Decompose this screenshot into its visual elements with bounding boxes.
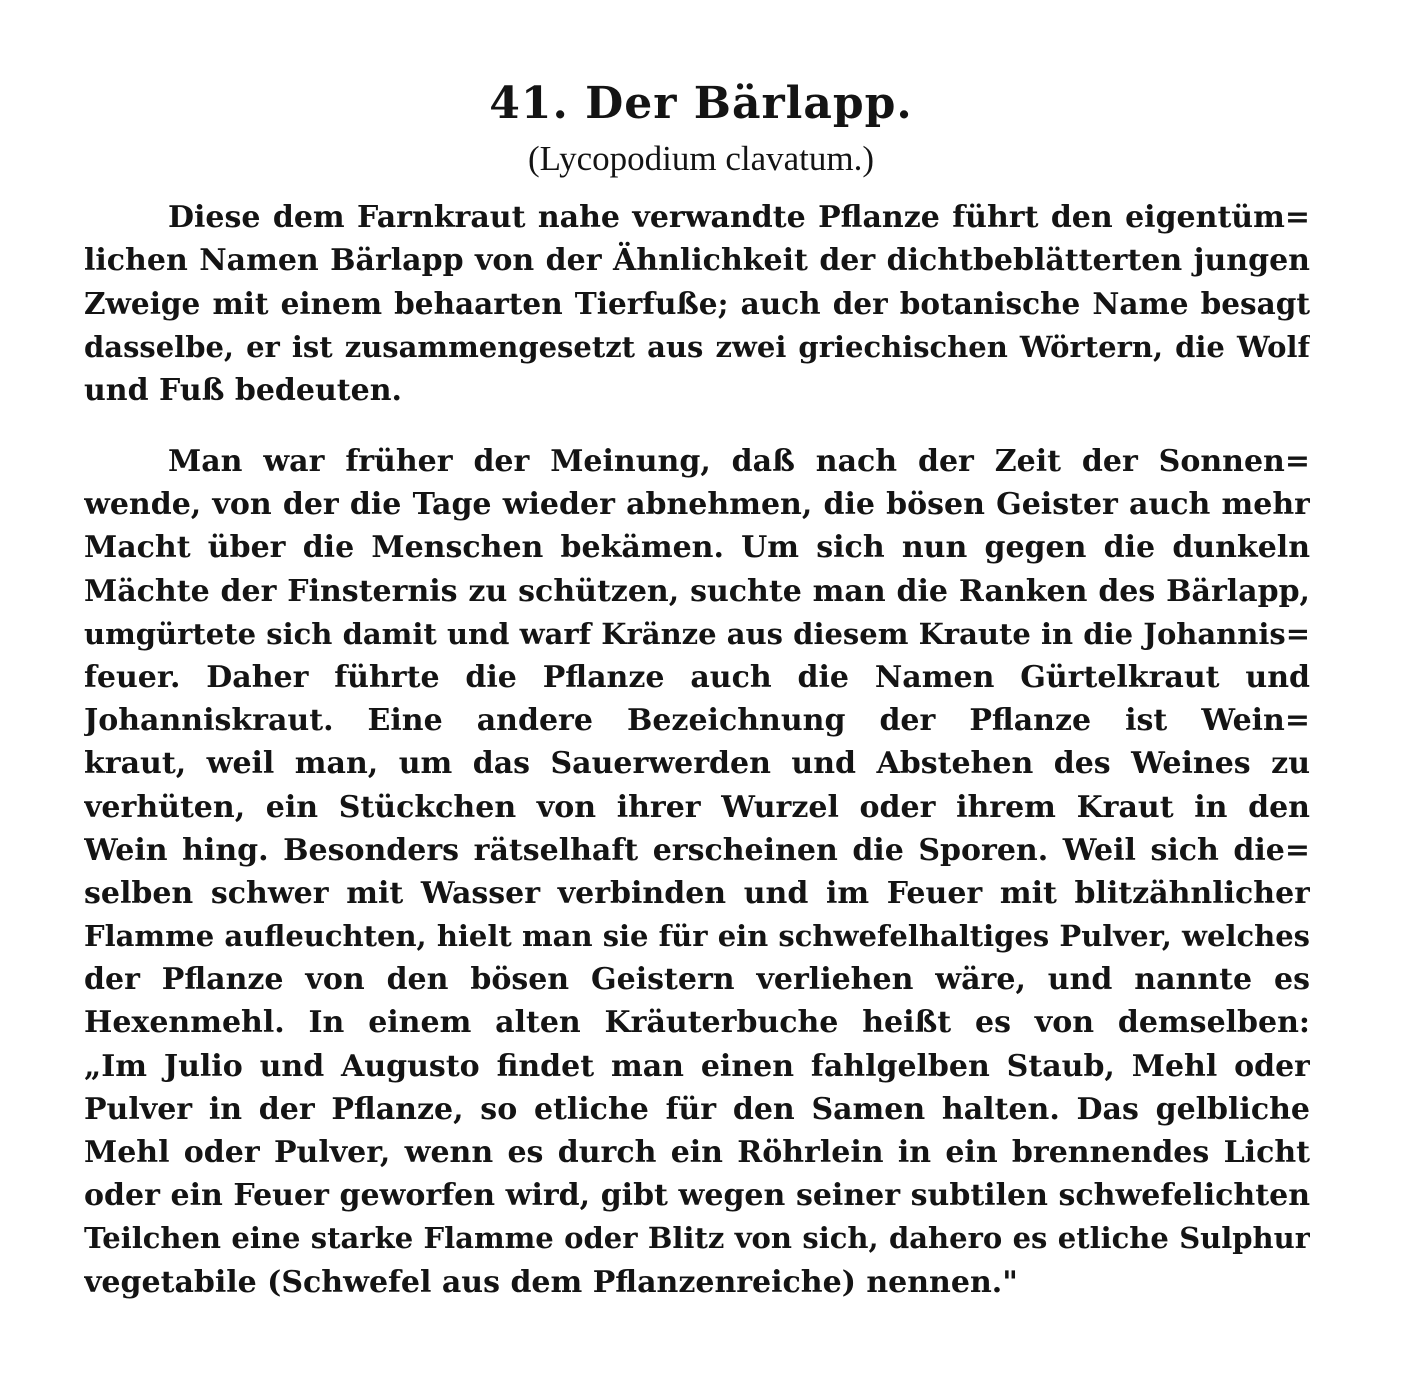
text-line: Zweige mit einem behaarten Tierfuße; auch der botanische Name besagt xyxy=(84,286,1310,322)
text-line: kraut, weil man, um das Sauerwerden und Abstehen des Weines zu xyxy=(84,746,1310,782)
text-line: Diese dem Farnkraut nahe verwandte Pflanze führt den eigentüm= xyxy=(168,200,1310,235)
text-line: Man war früher der Meinung, daß nach der Zeit der Sonnen= xyxy=(168,444,1310,479)
text-line: feuer. Daher führte die Pflanze auch die Namen Gürtelkraut und xyxy=(84,659,1310,695)
text-line: Macht über die Menschen bekämen. Um sich nun gegen die dunkeln xyxy=(84,530,1310,566)
article-subtitle: (Lycopodium clavatum.) xyxy=(527,139,875,178)
text-line: Flamme aufleuchten, hielt man sie für ein schwefelhaltiges Pulver, welches xyxy=(84,919,1310,954)
text-line: Hexenmehl. In einem alten Kräuterbuche heißt es von demselben: xyxy=(84,1005,1310,1041)
text-line: dasselbe, er ist zusammengesetzt aus zwei griechischen Wörtern, die Wolf xyxy=(84,329,1310,364)
text-line: selben schwer mit Wasser verbinden und im Feuer mit blitzähnlicher xyxy=(84,875,1310,911)
paragraph-2 xyxy=(84,440,1310,1304)
text-line: „Im Julio und Augusto findet man einen fahlgelben Staub, Mehl oder xyxy=(84,1048,1310,1084)
paragraph-1 xyxy=(84,196,1310,412)
text-line: lichen Namen Bärlapp von der Ähnlichkeit der dichtbeblätterten jungen xyxy=(84,243,1310,279)
text-line: Mächte der Finsternis zu schützen, suchte man die Ranken des Bärlapp, xyxy=(84,573,1310,609)
text-line: Teilchen eine starke Flamme oder Blitz von sich, dahero es etliche Sulphur xyxy=(84,1221,1310,1256)
text-line: Wein hing. Besonders rätselhaft erscheinen die Sporen. Weil sich die= xyxy=(84,832,1310,868)
text-line: Pulver in der Pflanze, so etliche für den Samen halten. Das gelbliche xyxy=(84,1091,1310,1127)
text-line: der Pflanze von den bösen Geistern verliehen wäre, und nannte es xyxy=(84,962,1310,998)
text-line: oder ein Feuer geworfen wird, gibt wegen seiner subtilen schwefelichten xyxy=(84,1178,1310,1214)
article-title: 41. Der Bärlapp. xyxy=(489,78,913,129)
text-line: Johanniskraut. Eine andere Bezeichnung der Pflanze ist Wein= xyxy=(84,703,1310,739)
text-line: Mehl oder Pulver, wenn es durch ein Röhrlein in ein brennendes Licht xyxy=(84,1135,1310,1170)
text-line: wende, von der die Tage wieder abnehmen, die bösen Geister auch mehr xyxy=(84,487,1310,523)
text-line: umgürtete sich damit und warf Kränze aus diesem Kraute in die Johannis= xyxy=(84,616,1310,651)
text-line: vegetabile (Schwefel aus dem Pflanzenreiche) nennen." xyxy=(84,1264,1018,1300)
text-line: verhüten, ein Stückchen von ihrer Wurzel oder ihrem Kraut in den xyxy=(84,789,1310,825)
text-line: und Fuß bedeuten. xyxy=(84,372,403,408)
